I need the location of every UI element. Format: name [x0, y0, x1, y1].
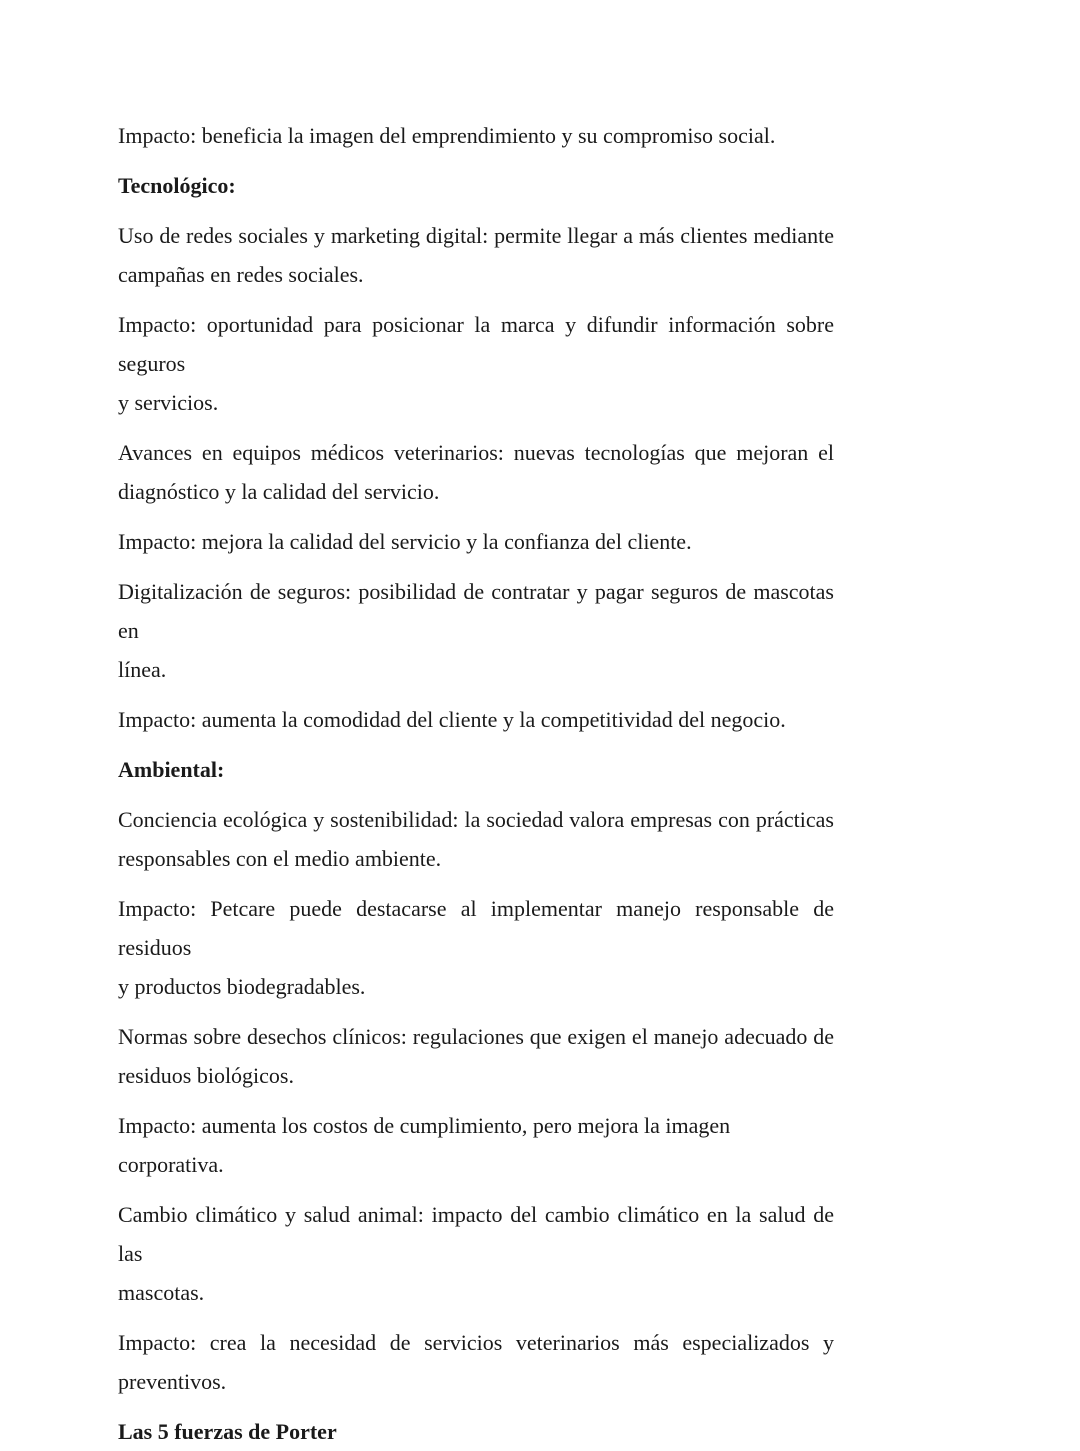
- text-line: Impacto: aumenta la comodidad del cliente y la competitividad del negocio.: [118, 707, 786, 732]
- paragraph-impacto-costos: [118, 1106, 834, 1184]
- text-line: Tecnológico:: [118, 173, 236, 198]
- text-line: Las 5 fuerzas de Porter: [118, 1419, 337, 1444]
- text-line: residuos biológicos.: [118, 1063, 294, 1088]
- paragraph-avances-equipos: [118, 433, 834, 511]
- paragraph-impacto-marca: [118, 305, 834, 422]
- paragraph-normas-desechos: [118, 1017, 834, 1095]
- text-line: Uso de redes sociales y marketing digital: permite llegar a más clientes mediante: [118, 223, 834, 248]
- text-line: Ambiental:: [118, 757, 225, 782]
- paragraph-impacto-petcare: [118, 889, 834, 1006]
- text-line: línea.: [118, 657, 167, 682]
- paragraph-impacto-comodidad: [118, 700, 834, 739]
- section-heading-porter: [118, 1412, 834, 1451]
- text-line: Impacto: mejora la calidad del servicio y la confianza del cliente.: [118, 529, 692, 554]
- text-line: Impacto: aumenta los costos de cumplimiento, pero mejora la imagen corporativa.: [118, 1113, 731, 1177]
- text-line: Impacto: crea la necesidad de servicios veterinarios más especializados y: [118, 1330, 834, 1355]
- text-line: Normas sobre desechos clínicos: regulaciones que exigen el manejo adecuado de: [118, 1024, 834, 1049]
- section-heading-ambiental: [118, 750, 834, 789]
- text-line: Impacto: Petcare puede destacarse al implementar manejo responsable de residuos: [118, 896, 834, 960]
- text-line: Cambio climático y salud animal: impacto del cambio climático en la salud de las: [118, 1202, 834, 1266]
- text-line: campañas en redes sociales.: [118, 262, 364, 287]
- text-line: Impacto: oportunidad para posicionar la marca y difundir información sobre seguros: [118, 312, 834, 376]
- text-line: Avances en equipos médicos veterinarios: nuevas tecnologías que mejoran el: [118, 440, 834, 465]
- paragraph-redes-sociales: [118, 216, 834, 294]
- paragraph-conciencia-ecologica: [118, 800, 834, 878]
- text-line: y productos biodegradables.: [118, 974, 366, 999]
- text-column: [118, 116, 834, 1451]
- text-line: Conciencia ecológica y sostenibilidad: la sociedad valora empresas con prácticas: [118, 807, 834, 832]
- text-line: diagnóstico y la calidad del servicio.: [118, 479, 440, 504]
- text-line: mascotas.: [118, 1280, 205, 1305]
- paragraph-impacto-especializados: [118, 1323, 834, 1401]
- text-line: responsables con el medio ambiente.: [118, 846, 442, 871]
- section-heading-tecnologico: [118, 166, 834, 205]
- paragraph-cambio-climatico: [118, 1195, 834, 1312]
- text-line: Impacto: beneficia la imagen del emprendimiento y su compromiso social.: [118, 123, 776, 148]
- text-line: Digitalización de seguros: posibilidad de contratar y pagar seguros de mascotas en: [118, 579, 834, 643]
- paragraph-impacto-social: [118, 116, 834, 155]
- text-line: preventivos.: [118, 1369, 227, 1394]
- paragraph-digitalizacion-seguros: [118, 572, 834, 689]
- paragraph-impacto-calidad: [118, 522, 834, 561]
- text-line: y servicios.: [118, 390, 219, 415]
